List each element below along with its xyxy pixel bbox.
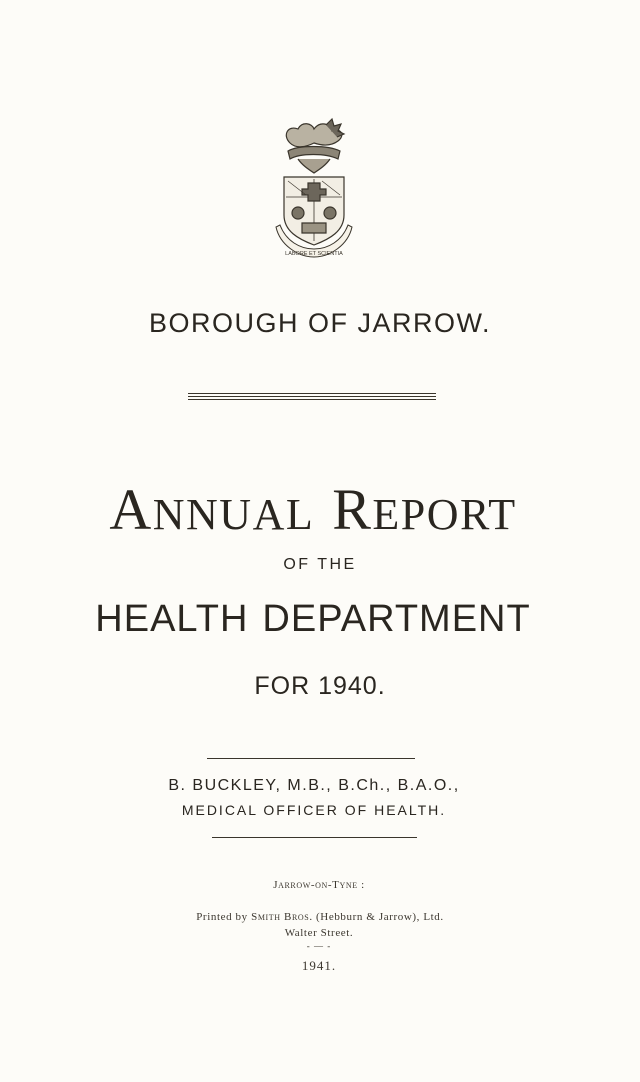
imprint-street: Walter Street.	[284, 927, 354, 939]
printer-name: Smith Bros.	[251, 911, 313, 923]
imprint-place: Jarrow-on-Tyne :	[273, 879, 365, 891]
double-divider	[188, 393, 436, 400]
author-role: MEDICAL OFFICER OF HEALTH.	[181, 802, 447, 818]
of-the-text: OF THE	[283, 556, 357, 573]
department-word-department: DEPARTMENT	[262, 598, 531, 640]
imprint-year: 1941.	[301, 958, 337, 973]
borough-crest-icon	[268, 115, 358, 260]
divider-top	[207, 758, 415, 759]
report-title	[0, 476, 633, 543]
borough-heading: BOROUGH OF JARROW.	[148, 308, 491, 338]
imprint-printer: Printed by Smith Bros. (Hebburn & Jarrow), Ltd.	[196, 911, 444, 923]
title-word-annual: ANNUAL	[109, 477, 315, 542]
department-word-health: HEALTH	[95, 598, 249, 640]
divider-bottom	[212, 837, 417, 838]
crest-motto: LABORE ET SCIENTIA	[285, 251, 343, 257]
department-heading	[0, 598, 633, 641]
author-name: B. BUCKLEY, M.B., B.Ch., B.A.O.,	[168, 777, 460, 794]
report-year: FOR 1940.	[254, 672, 386, 700]
imprint-separator: - — -	[306, 941, 332, 951]
title-word-report: REPORT	[332, 477, 517, 542]
